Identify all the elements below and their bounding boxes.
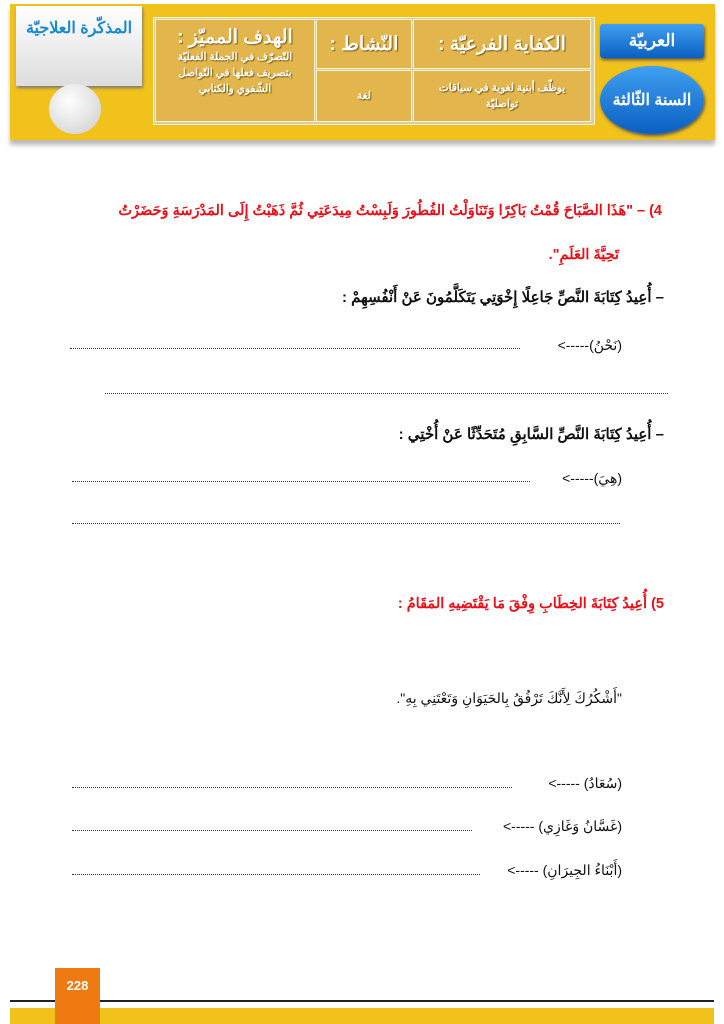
answer-line[interactable] (72, 830, 472, 831)
goal-text: التّصرّف في الجملة الفعليّة بتصريف فعلها في التّواصل الشّفوي والكتابي (177, 51, 293, 95)
answer-line[interactable] (72, 787, 512, 788)
q4-text-line2: تَحِيَّةَ العَلَمِ". (548, 247, 619, 263)
q4-instruction-1: – أُعِيدُ كِتَابَةَ النَّصِّ جَاعِلًا إِخْوَتِي يَتَكَلَّمُونَ عَنْ أَنْفُسِهِمْ : (341, 289, 664, 306)
q4-prompt-1: (نَحْنُ)-----> (557, 337, 622, 353)
goal-title: الهدف المميّز : (177, 27, 293, 48)
subject-badge: العربيّة (600, 24, 704, 58)
q5-title: 5) أُعِيدُ كِتَابَةَ الخِطَابِ وِفْقَ مَا يَقْتَضِيهِ المَقَامُ : (397, 596, 664, 612)
q5-prompt-3: (أَبْنَاءُ الجِيرَانِ) -----> (507, 862, 622, 878)
memo-pin-icon (49, 84, 101, 134)
answer-line[interactable] (105, 393, 668, 394)
q4-text-line1: 4) – "هَذَا الصَّبَاحَ قُمْتُ بَاكِرًا وَتَنَاوَلْتُ الفُطُورَ وَلَبِسْتُ مِيدَعَتِي ثُمَّ ذَهَبْتُ إِلَى المَدْرَسَةِ وَحَضَرْتُ (118, 203, 662, 219)
q5-prompt-1: (سُعَادُ) -----> (548, 775, 622, 791)
activity-title: النّشاط : (316, 19, 412, 69)
competence-text: يوظّف أبنية لغوية في سياقات تواصليّة (413, 70, 591, 122)
q5-prompt-2: (غَسَّانُ وَغَازِي) -----> (502, 818, 622, 834)
answer-line[interactable] (72, 874, 480, 875)
footer-divider-left (10, 1000, 55, 1002)
worksheet-header (10, 4, 715, 140)
page-number: 228 (55, 968, 100, 1024)
memo-label: المذكّرة العلاجيّة (25, 20, 133, 37)
q5-quote: "أَشْكُرُكَ لِأَنَّكَ تَرْفُقُ بِالحَيَوَانِ وَتَعْتَنِي بِهِ". (396, 690, 622, 706)
answer-line[interactable] (70, 348, 520, 349)
activity-text: لغة (316, 70, 412, 122)
competence-title: الكفاية الفرعيّة : (413, 19, 591, 69)
answer-line[interactable] (72, 523, 620, 524)
q4-prompt-2: (هِيَ)-----> (562, 470, 622, 486)
goal-cell (155, 19, 315, 122)
footer-bar (10, 1008, 714, 1024)
q4-instruction-2: – أُعِيدُ كِتَابَةَ النَّصِّ السَّابِقِ مُتَحَدِّثًا عَنْ أُخْتِي : (398, 426, 664, 443)
footer-divider-right (100, 1000, 714, 1002)
answer-line[interactable] (72, 481, 530, 482)
year-badge: السنة الثّالثة (600, 66, 704, 134)
